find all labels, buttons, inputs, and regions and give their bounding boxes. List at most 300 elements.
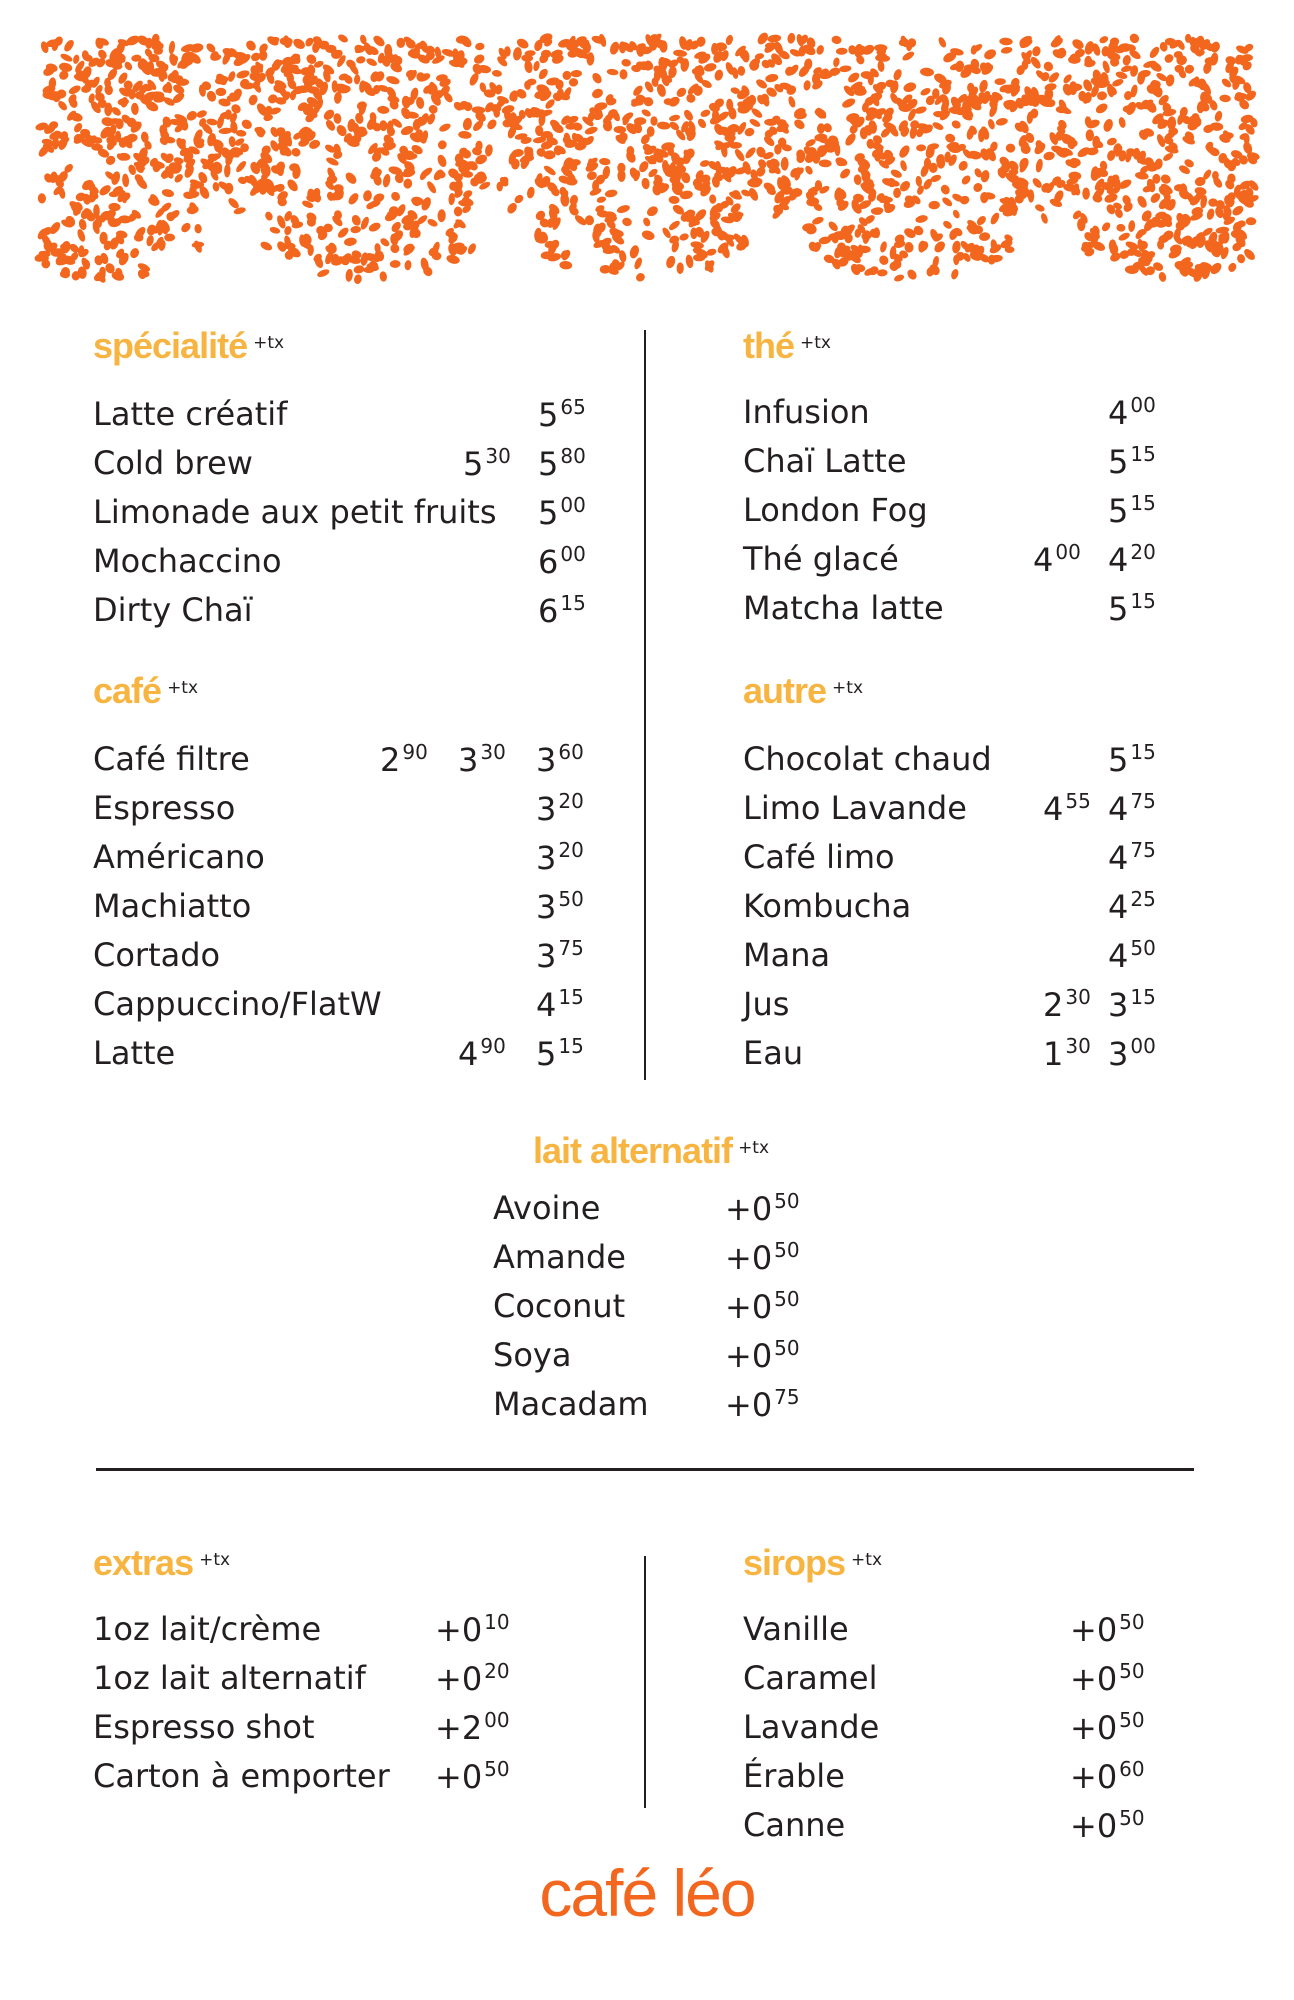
pattern-dot xyxy=(1128,32,1141,45)
item-name: Latte créatif xyxy=(93,395,288,433)
item-name: Limo Lavande xyxy=(743,789,967,827)
price-dollars: 3 xyxy=(536,741,557,779)
pattern-dot xyxy=(699,108,711,118)
price-dollars: 4 xyxy=(536,986,557,1024)
item-name: Chocolat chaud xyxy=(743,740,992,778)
pattern-dot xyxy=(613,126,626,134)
pattern-dot xyxy=(877,60,885,72)
pattern-dot xyxy=(1034,203,1046,213)
item-price xyxy=(1070,1659,1145,1698)
item-name: Canne xyxy=(743,1806,846,1844)
pattern-dot xyxy=(1134,171,1149,180)
item-price xyxy=(435,1708,510,1747)
menu-item xyxy=(93,1708,593,1756)
pattern-dot xyxy=(1005,246,1015,253)
price-cents: 50 xyxy=(1119,1708,1145,1732)
pattern-dot xyxy=(1029,55,1043,70)
pattern-dot xyxy=(570,70,582,78)
price-cents: 65 xyxy=(560,395,586,419)
menu-item xyxy=(743,985,1223,1033)
price-dollars: +0 xyxy=(1070,1758,1118,1796)
item-price xyxy=(536,740,584,779)
price-cents: 25 xyxy=(1130,887,1156,911)
pattern-dot xyxy=(454,206,463,216)
item-price xyxy=(1070,1757,1145,1796)
item-name: Infusion xyxy=(743,393,870,431)
pattern-dot xyxy=(264,210,274,221)
menu-item xyxy=(93,1757,593,1805)
price-cents: 15 xyxy=(1130,442,1156,466)
price-cents: 50 xyxy=(1119,1610,1145,1634)
pattern-dot xyxy=(1136,194,1149,209)
pattern-dot xyxy=(748,117,761,128)
item-name: Carton à emporter xyxy=(93,1757,390,1795)
item-name: Cold brew xyxy=(93,444,253,482)
pattern-dot xyxy=(240,118,254,131)
price-dollars: 3 xyxy=(536,839,557,877)
menu-item xyxy=(93,789,593,837)
pattern-dot xyxy=(1031,45,1042,57)
pattern-dot xyxy=(128,247,140,260)
item-price xyxy=(1043,985,1091,1024)
section-title: extras xyxy=(93,1542,194,1583)
menu-item xyxy=(493,1189,893,1237)
price-dollars: +0 xyxy=(435,1660,483,1698)
item-name: Limonade aux petit fruits xyxy=(93,493,497,531)
menu-item xyxy=(743,936,1223,984)
pattern-dot xyxy=(765,73,780,84)
price-cents: 15 xyxy=(560,591,586,615)
price-dollars: 5 xyxy=(1108,590,1129,628)
pattern-dot xyxy=(987,118,996,130)
pattern-dot xyxy=(356,100,369,112)
pattern-dot xyxy=(343,237,357,247)
section-specialite xyxy=(93,325,593,635)
pattern-dot xyxy=(713,69,724,82)
item-price xyxy=(538,542,586,581)
pattern-dot xyxy=(1111,77,1124,88)
pattern-dot xyxy=(76,228,87,243)
item-name: Eau xyxy=(743,1034,804,1072)
menu-item xyxy=(743,838,1223,886)
item-price xyxy=(536,887,584,926)
pattern-dot xyxy=(1165,74,1175,87)
column-divider xyxy=(644,1556,646,1808)
pattern-dot xyxy=(1028,189,1035,202)
pattern-dot xyxy=(676,262,683,274)
price-cents: 10 xyxy=(484,1610,510,1634)
pattern-dot xyxy=(161,188,175,198)
pattern-dot xyxy=(937,36,948,49)
price-dollars: 4 xyxy=(458,1035,479,1073)
pattern-dot xyxy=(1018,156,1031,170)
price-cents: 50 xyxy=(774,1287,800,1311)
price-dollars: 6 xyxy=(538,543,559,581)
pattern-dot xyxy=(853,174,862,185)
pattern-dot xyxy=(621,58,632,67)
price-dollars: 3 xyxy=(1108,1035,1129,1073)
item-price xyxy=(1070,1610,1145,1649)
pattern-dot xyxy=(804,165,814,176)
price-dollars: +0 xyxy=(725,1337,773,1375)
price-dollars: 4 xyxy=(1043,790,1064,828)
menu-item xyxy=(493,1385,893,1433)
menu-item xyxy=(93,936,593,984)
pattern-dot xyxy=(832,57,840,68)
pattern-dot xyxy=(1206,208,1216,221)
item-name: Lavande xyxy=(743,1708,880,1746)
decorative-dot-pattern xyxy=(0,0,1294,310)
pattern-dot xyxy=(892,68,903,82)
item-name: Dirty Chaï xyxy=(93,591,253,629)
price-dollars: 6 xyxy=(538,592,559,630)
pattern-dot xyxy=(365,57,378,68)
pattern-dot xyxy=(818,159,831,167)
item-price xyxy=(538,444,586,483)
tax-note: +tx xyxy=(738,1138,770,1158)
section-sirops xyxy=(743,1542,1223,1845)
price-cents: 50 xyxy=(484,1757,510,1781)
menu-item xyxy=(493,1287,893,1335)
pattern-dot xyxy=(633,256,644,270)
item-name: Américano xyxy=(93,838,265,876)
price-dollars: 5 xyxy=(1108,741,1129,779)
pattern-dot xyxy=(62,38,76,53)
item-price xyxy=(536,838,584,877)
tax-note: +tx xyxy=(832,678,864,698)
pattern-dot xyxy=(542,164,557,177)
pattern-dot xyxy=(475,42,485,51)
pattern-dot xyxy=(559,261,572,270)
price-cents: 20 xyxy=(558,789,584,813)
pattern-dot xyxy=(628,244,640,259)
pattern-dot xyxy=(901,50,916,62)
pattern-dot xyxy=(371,34,386,49)
item-name: Café filtre xyxy=(93,740,250,778)
price-cents: 00 xyxy=(1130,1034,1156,1058)
section-title: sirops xyxy=(743,1542,846,1583)
price-cents: 00 xyxy=(560,493,586,517)
pattern-dot xyxy=(919,86,932,97)
pattern-dot xyxy=(244,39,258,53)
item-price xyxy=(458,1034,506,1073)
pattern-dot xyxy=(1246,217,1257,225)
menu-item xyxy=(743,393,1223,441)
price-dollars: 3 xyxy=(536,790,557,828)
pattern-dot xyxy=(1122,54,1132,66)
price-dollars: +0 xyxy=(1070,1660,1118,1698)
tax-note: +tx xyxy=(253,333,285,353)
price-cents: 50 xyxy=(774,1336,800,1360)
pattern-dot xyxy=(354,74,361,85)
menu-item xyxy=(743,491,1223,539)
pattern-dot xyxy=(333,113,342,124)
item-price xyxy=(1033,540,1081,579)
pattern-dot xyxy=(1219,94,1231,102)
pattern-dot xyxy=(353,273,363,284)
pattern-dot xyxy=(787,32,796,44)
item-name: Chaï Latte xyxy=(743,442,907,480)
item-price xyxy=(725,1238,800,1277)
pattern-dot xyxy=(350,226,361,234)
price-cents: 30 xyxy=(485,444,511,468)
price-cents: 15 xyxy=(1130,589,1156,613)
pattern-dot xyxy=(1082,188,1090,200)
menu-item xyxy=(743,589,1223,637)
pattern-dot xyxy=(385,75,400,86)
pattern-dot xyxy=(641,177,651,189)
pattern-dot xyxy=(817,123,825,134)
tax-note: +tx xyxy=(800,333,831,353)
pattern-dot xyxy=(960,174,972,186)
price-dollars: 5 xyxy=(538,445,559,483)
pattern-dot xyxy=(668,196,680,205)
pattern-dot xyxy=(608,41,621,56)
item-name: Amande xyxy=(493,1238,626,1276)
pattern-dot xyxy=(291,37,306,52)
menu-item xyxy=(743,1610,1223,1658)
pattern-dot xyxy=(952,209,961,220)
pattern-dot xyxy=(568,77,578,87)
menu-item xyxy=(93,1659,593,1707)
pattern-dot xyxy=(897,144,911,160)
pattern-dot xyxy=(650,116,657,126)
price-cents: 50 xyxy=(558,887,584,911)
item-price xyxy=(435,1757,510,1796)
price-cents: 15 xyxy=(558,985,584,1009)
price-dollars: 2 xyxy=(1043,986,1064,1024)
price-cents: 00 xyxy=(1055,540,1081,564)
price-cents: 15 xyxy=(558,1034,584,1058)
pattern-dot xyxy=(415,96,425,109)
pattern-dot xyxy=(472,53,486,66)
pattern-dot xyxy=(899,159,908,171)
price-dollars: +0 xyxy=(1070,1611,1118,1649)
pattern-dot xyxy=(950,268,960,280)
menu-item xyxy=(93,887,593,935)
price-dollars: +0 xyxy=(725,1288,773,1326)
price-dollars: 4 xyxy=(1108,541,1129,579)
price-cents: 60 xyxy=(558,740,584,764)
item-price xyxy=(435,1659,510,1698)
price-cents: 75 xyxy=(1130,838,1156,862)
pattern-dot xyxy=(484,144,493,157)
price-cents: 90 xyxy=(402,740,428,764)
pattern-dot xyxy=(928,200,940,209)
pattern-dot xyxy=(146,223,158,236)
pattern-dot xyxy=(345,268,354,282)
section-extras xyxy=(93,1542,593,1802)
item-price xyxy=(536,1034,584,1073)
pattern-dot xyxy=(1118,116,1127,128)
pattern-dot xyxy=(586,52,594,66)
item-name: Vanille xyxy=(743,1610,849,1648)
pattern-dot xyxy=(67,84,82,96)
pattern-dot xyxy=(999,37,1013,45)
pattern-dot xyxy=(744,146,758,160)
pattern-dot xyxy=(619,69,627,79)
pattern-dot xyxy=(920,67,935,77)
price-dollars: 3 xyxy=(536,937,557,975)
pattern-dot xyxy=(1070,37,1085,51)
pattern-dot xyxy=(122,173,130,187)
pattern-dot xyxy=(916,144,926,152)
pattern-dot xyxy=(841,97,857,110)
pattern-dot xyxy=(437,209,446,222)
pattern-dot xyxy=(699,159,710,168)
price-dollars: +0 xyxy=(725,1386,773,1424)
pattern-dot xyxy=(532,60,540,71)
price-dollars: 3 xyxy=(1108,986,1129,1024)
pattern-dot xyxy=(350,214,362,227)
item-name: Cappuccino/FlatW xyxy=(93,985,382,1023)
section-title: autre xyxy=(743,670,827,711)
item-price xyxy=(1070,1806,1145,1845)
pattern-dot xyxy=(269,226,281,235)
item-price xyxy=(1108,491,1156,530)
menu-item xyxy=(743,442,1223,490)
pattern-dot xyxy=(1068,56,1081,64)
pattern-dot xyxy=(462,117,473,131)
item-name: Thé glacé xyxy=(743,540,899,578)
pattern-dot xyxy=(1098,35,1109,45)
pattern-dot xyxy=(703,62,717,73)
price-cents: 80 xyxy=(560,444,586,468)
pattern-dot xyxy=(1101,60,1111,74)
pattern-dot xyxy=(606,68,618,76)
pattern-dot xyxy=(59,52,73,63)
pattern-dot xyxy=(767,34,782,43)
pattern-dot xyxy=(1148,45,1161,59)
price-dollars: +0 xyxy=(435,1758,483,1796)
item-name: Mana xyxy=(743,936,831,974)
pattern-dot xyxy=(332,80,338,93)
menu-item xyxy=(93,542,593,590)
item-name: Matcha latte xyxy=(743,589,944,627)
pattern-dot xyxy=(426,217,439,228)
pattern-dot xyxy=(1040,212,1049,224)
pattern-dot xyxy=(1094,101,1109,115)
price-cents: 30 xyxy=(1065,1034,1091,1058)
item-price xyxy=(458,740,506,779)
pattern-dot xyxy=(915,175,922,187)
pattern-dot xyxy=(709,194,717,204)
pattern-dot xyxy=(668,114,680,122)
price-cents: 15 xyxy=(1130,740,1156,764)
pattern-dot xyxy=(404,260,412,271)
price-dollars: 3 xyxy=(536,888,557,926)
pattern-dot xyxy=(362,189,373,202)
menu-item xyxy=(743,789,1223,837)
pattern-dot xyxy=(569,194,579,206)
price-dollars: 4 xyxy=(1108,790,1129,828)
pattern-dot xyxy=(640,108,652,118)
pattern-dot xyxy=(931,121,944,132)
pattern-dot xyxy=(1236,253,1246,264)
pattern-dot xyxy=(590,87,604,100)
pattern-dot xyxy=(1227,174,1235,184)
pattern-dot xyxy=(247,93,259,106)
pattern-dot xyxy=(505,201,518,215)
pattern-dot xyxy=(355,55,366,64)
price-cents: 50 xyxy=(774,1189,800,1213)
price-dollars: 5 xyxy=(538,494,559,532)
pattern-dot xyxy=(1117,231,1131,242)
price-cents: 15 xyxy=(1130,985,1156,1009)
pattern-dot xyxy=(725,34,735,46)
item-name: Érable xyxy=(743,1757,845,1795)
pattern-dot xyxy=(941,196,954,208)
pattern-dot xyxy=(379,237,391,248)
pattern-dot xyxy=(915,214,929,224)
pattern-dot xyxy=(889,168,903,179)
pattern-dot xyxy=(685,254,695,269)
pattern-dot xyxy=(641,229,656,242)
tax-note: +tx xyxy=(199,1550,231,1570)
section-title: thé xyxy=(743,325,794,366)
pattern-dot xyxy=(893,188,901,199)
pattern-dot xyxy=(975,214,988,227)
pattern-dot xyxy=(843,132,857,148)
item-name: London Fog xyxy=(743,491,928,529)
pattern-dot xyxy=(693,254,705,261)
menu-item xyxy=(743,540,1223,588)
item-price xyxy=(725,1385,800,1424)
pattern-dot xyxy=(466,242,477,255)
pattern-dot xyxy=(1102,118,1114,133)
price-dollars: +0 xyxy=(1070,1807,1118,1845)
pattern-dot xyxy=(438,122,452,133)
pattern-dot xyxy=(787,95,796,108)
menu-item xyxy=(743,1034,1223,1082)
pattern-dot xyxy=(179,221,192,234)
pattern-dot xyxy=(445,254,460,266)
item-name: Cortado xyxy=(93,936,221,974)
pattern-dot xyxy=(942,219,954,230)
item-name: Latte xyxy=(93,1034,176,1072)
pattern-dot xyxy=(905,268,918,282)
pattern-dot xyxy=(195,109,208,119)
pattern-dot xyxy=(259,240,273,252)
item-price xyxy=(1108,838,1156,877)
column-divider xyxy=(644,330,646,1080)
menu-item xyxy=(493,1238,893,1286)
pattern-dot xyxy=(1100,221,1112,233)
pattern-dot xyxy=(215,88,226,97)
price-dollars: 4 xyxy=(1108,888,1129,926)
pattern-dot xyxy=(995,117,1009,127)
cafe-leo-logo: café léo xyxy=(539,1856,755,1930)
pattern-dot xyxy=(1000,46,1013,54)
tax-note: +tx xyxy=(167,678,199,698)
pattern-dot xyxy=(744,127,756,138)
pattern-dot xyxy=(354,44,365,54)
item-price xyxy=(538,395,586,434)
pattern-dot xyxy=(596,196,607,204)
pattern-dot xyxy=(1214,110,1224,123)
item-price xyxy=(538,493,586,532)
price-cents: 50 xyxy=(774,1238,800,1262)
item-name: Macadam xyxy=(493,1385,649,1423)
pattern-dot xyxy=(1005,143,1015,153)
price-dollars: 4 xyxy=(1108,937,1129,975)
item-price xyxy=(1108,589,1156,628)
pattern-dot xyxy=(665,255,677,270)
price-cents: 75 xyxy=(774,1385,800,1409)
pattern-dot xyxy=(131,103,139,116)
pattern-dot xyxy=(604,189,618,198)
pattern-dot xyxy=(599,158,611,166)
